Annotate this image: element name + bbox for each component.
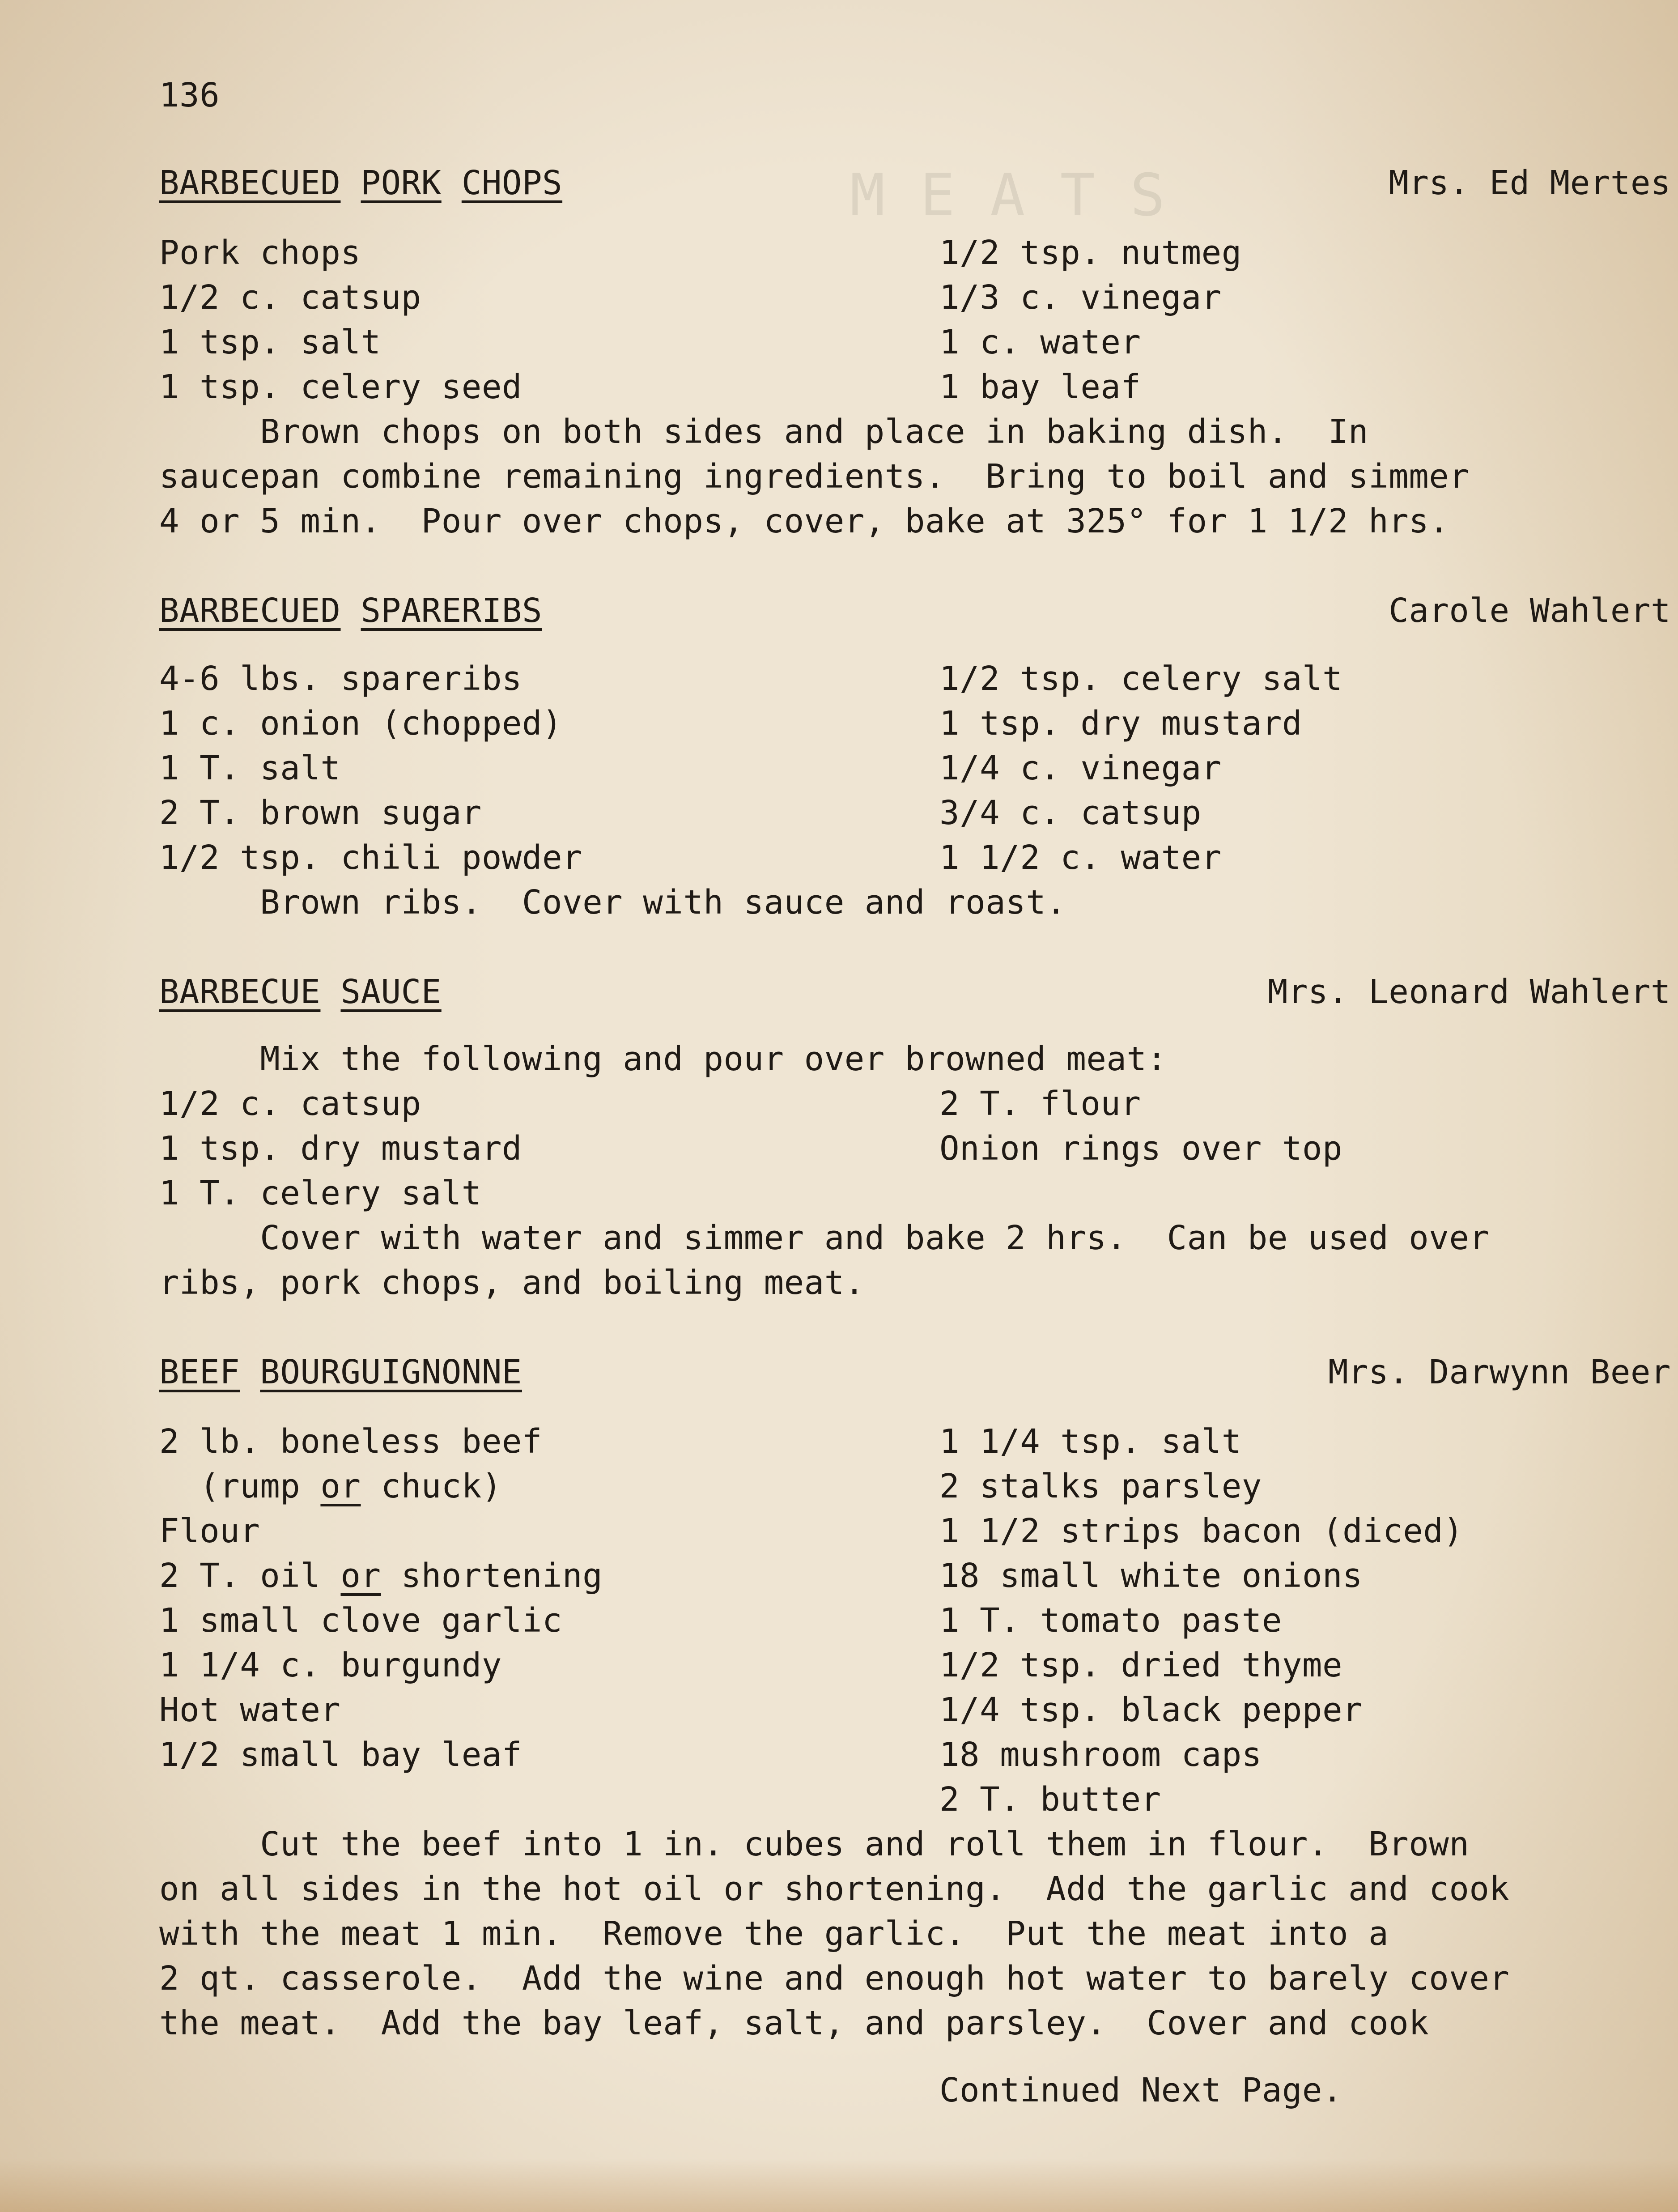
directions-line: saucepan combine remaining ingredients. Bring to boil and simmer (159, 457, 1470, 496)
ingredient: 1 1/2 strips bacon (diced) (939, 1512, 1464, 1550)
continued-note: Continued Next Page. (939, 2071, 1343, 2110)
ingredient-text: shortening (381, 1557, 603, 1595)
recipe-title-barbecued-pork-chops (159, 166, 562, 200)
ingredient: 1/2 small bay leaf (159, 1736, 522, 1774)
page-stain (0, 2158, 1678, 2212)
ingredient: 1/2 tsp. nutmeg (939, 234, 1242, 272)
recipe-author: Mrs. Leonard Wahlert (1267, 973, 1671, 1011)
ingredient: 4-6 lbs. spareribs (159, 659, 522, 698)
title-word: CHOPS (461, 164, 563, 202)
directions-line: on all sides in the hot oil or shortening. Add the garlic and cook (159, 1870, 1510, 1908)
recipe-title-barbecued-spareribs (159, 591, 542, 630)
bleed-through-title: M E A T S (850, 161, 1165, 229)
ingredient: 1 small clove garlic (159, 1601, 563, 1640)
ingredient: 1 tsp. salt (159, 323, 381, 362)
ingredient: 1 tsp. dry mustard (159, 1129, 522, 1168)
ingredient: 1 T. tomato paste (939, 1601, 1282, 1640)
ingredient: 1/2 c. catsup (159, 278, 421, 317)
ingredient: Flour (159, 1512, 260, 1550)
title-word: BARBECUED (159, 164, 341, 202)
directions-line: 4 or 5 min. Pour over chops, cover, bake at 325° for 1 1/2 hrs. (159, 502, 1449, 540)
ingredient-or: or (320, 1467, 361, 1506)
directions-line: Cover with water and simmer and bake 2 hrs. Can be used over (159, 1219, 1490, 1257)
ingredient: 2 lb. boneless beef (159, 1422, 542, 1461)
directions-line: ribs, pork chops, and boiling meat. (159, 1263, 865, 1302)
ingredient: 2 T. flour (939, 1085, 1141, 1123)
ingredient: 1 bay leaf (939, 368, 1141, 406)
ingredient: Hot water (159, 1691, 341, 1729)
recipe-intro: Mix the following and pour over browned meat: (159, 1040, 1167, 1078)
ingredient: Onion rings over top (939, 1129, 1343, 1168)
page-number: 136 (159, 76, 220, 115)
ingredient: 1 1/4 tsp. salt (939, 1422, 1242, 1461)
ingredient: 1 c. onion (chopped) (159, 704, 563, 743)
ingredient: 1 c. water (939, 323, 1141, 362)
directions-line: 2 qt. casserole. Add the wine and enough hot water to barely cover (159, 1959, 1510, 1998)
ingredient: 3/4 c. catsup (939, 794, 1202, 832)
title-word: BARBECUE (159, 973, 321, 1011)
ingredient: 1/2 tsp. dried thyme (939, 1646, 1343, 1685)
ingredient: 1/3 c. vinegar (939, 278, 1222, 317)
ingredient: 1 T. celery salt (159, 1174, 482, 1212)
title-word: BOURGUIGNONNE (260, 1353, 522, 1391)
title-word: PORK (361, 164, 442, 202)
ingredient: 1 tsp. celery seed (159, 368, 522, 406)
recipe-title-beef-bourguignonne (159, 1353, 522, 1391)
ingredient: 1/2 tsp. chili powder (159, 838, 583, 877)
ingredient: 1 1/4 c. burgundy (159, 1646, 502, 1685)
ingredient: 2 T. brown sugar (159, 794, 482, 832)
directions-line: the meat. Add the bay leaf, salt, and parsley. Cover and cook (159, 2004, 1429, 2042)
ingredient (159, 1467, 502, 1506)
ingredient-or: or (340, 1557, 381, 1595)
ingredient (159, 1557, 603, 1595)
ingredient: 1/4 c. vinegar (939, 749, 1222, 787)
directions-line: Cut the beef into 1 in. cubes and roll them in flour. Brown (159, 1825, 1470, 1863)
title-word: SAUCE (340, 973, 442, 1011)
ingredient: 18 small white onions (939, 1557, 1363, 1595)
ingredient: 1/2 c. catsup (159, 1085, 421, 1123)
ingredient: Pork chops (159, 234, 361, 272)
ingredient: 18 mushroom caps (939, 1736, 1262, 1774)
ingredient-text: (rump (159, 1467, 321, 1506)
ingredient-text: 2 T. oil (159, 1557, 341, 1595)
recipe-author: Mrs. Ed Mertes (1389, 164, 1671, 202)
ingredient: 1 T. salt (159, 749, 341, 787)
ingredient: 2 T. butter (939, 1780, 1161, 1819)
ingredient: 2 stalks parsley (939, 1467, 1262, 1506)
directions-line: Brown ribs. Cover with sauce and roast. (159, 883, 1066, 922)
ingredient-text: chuck) (361, 1467, 502, 1506)
ingredient: 1 tsp. dry mustard (939, 704, 1302, 743)
title-word: BEEF (159, 1353, 240, 1391)
recipe-author: Mrs. Darwynn Beer (1328, 1353, 1671, 1391)
ingredient: 1 1/2 c. water (939, 838, 1222, 877)
ingredient: 1/2 tsp. celery salt (939, 659, 1343, 698)
ingredient: 1/4 tsp. black pepper (939, 1691, 1363, 1729)
recipe-title-barbecue-sauce (159, 973, 442, 1011)
recipe-author: Carole Wahlert (1389, 591, 1671, 630)
directions-line: Brown chops on both sides and place in baking dish. In (159, 413, 1369, 451)
title-word: BARBECUED (159, 591, 341, 630)
directions-line: with the meat 1 min. Remove the garlic. Put the meat into a (159, 1914, 1389, 1953)
title-word: SPARERIBS (361, 591, 542, 630)
